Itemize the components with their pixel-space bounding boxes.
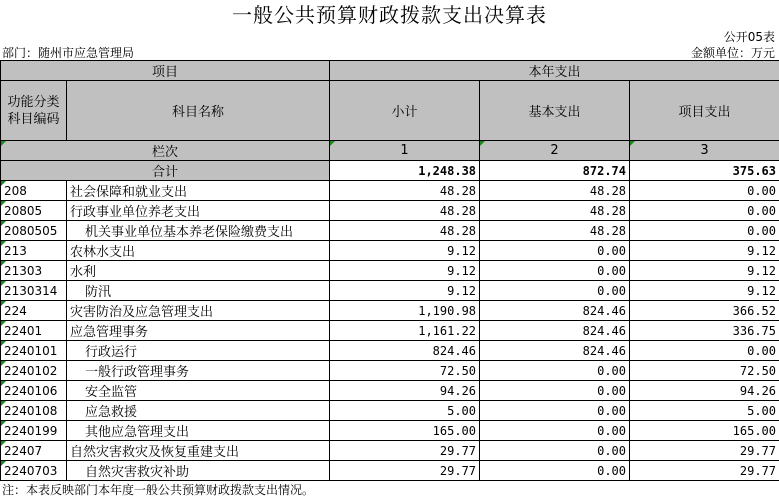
header-project: 项目支出	[630, 81, 779, 141]
row-subtotal: 1,190.98	[330, 301, 480, 321]
table-row	[1, 261, 779, 281]
row-name: 机关事业单位基本养老保险缴费支出	[67, 221, 330, 241]
row-code: 2240199	[1, 421, 67, 441]
row-basic: 0.00	[480, 441, 630, 461]
row-basic: 0.00	[480, 421, 630, 441]
expenditure-table	[0, 60, 779, 481]
row-basic: 824.46	[480, 341, 630, 361]
row-subtotal: 29.77	[330, 441, 480, 461]
footnote: 注：本表反映部门本年度一般公共预算财政拨款支出情况。	[2, 483, 315, 497]
row-code: 2240101	[1, 341, 67, 361]
row-project: 9.12	[630, 281, 779, 301]
column-number-1: 1	[330, 141, 480, 161]
row-name: 一般行政管理事务	[67, 361, 330, 381]
row-name: 农林水支出	[67, 241, 330, 261]
row-basic: 48.28	[480, 181, 630, 201]
row-subtotal: 1,161.22	[330, 321, 480, 341]
header-func-code: 功能分类科目编码	[1, 81, 67, 141]
table-row	[1, 401, 779, 421]
row-basic: 0.00	[480, 261, 630, 281]
row-project: 0.00	[630, 341, 779, 361]
row-basic: 0.00	[480, 281, 630, 301]
row-code: 22401	[1, 321, 67, 341]
row-project: 72.50	[630, 361, 779, 381]
row-basic: 0.00	[480, 401, 630, 421]
table-row	[1, 361, 779, 381]
table-row	[1, 281, 779, 301]
row-basic: 48.28	[480, 221, 630, 241]
header-item: 项目	[1, 61, 330, 81]
header-subject-name: 科目名称	[67, 81, 330, 141]
table-row	[1, 381, 779, 401]
table-row	[1, 421, 779, 441]
row-name: 社会保障和就业支出	[67, 181, 330, 201]
column-number-2: 2	[480, 141, 630, 161]
row-name: 自然灾害救灾及恢复重建支出	[67, 441, 330, 461]
row-project: 94.26	[630, 381, 779, 401]
table-row	[1, 201, 779, 221]
row-project: 29.77	[630, 461, 779, 481]
total-subtotal: 1,248.38	[330, 161, 480, 181]
row-subtotal: 48.28	[330, 221, 480, 241]
row-basic: 48.28	[480, 201, 630, 221]
table-row	[1, 461, 779, 481]
table-row	[1, 441, 779, 461]
row-code: 2080505	[1, 221, 67, 241]
row-basic: 824.46	[480, 301, 630, 321]
total-project: 375.63	[630, 161, 779, 181]
row-code: 20805	[1, 201, 67, 221]
row-project: 165.00	[630, 421, 779, 441]
row-subtotal: 72.50	[330, 361, 480, 381]
row-subtotal: 48.28	[330, 181, 480, 201]
table-row	[1, 221, 779, 241]
row-code: 213	[1, 241, 67, 261]
row-project: 0.00	[630, 181, 779, 201]
column-number-3: 3	[630, 141, 779, 161]
row-code: 22407	[1, 441, 67, 461]
row-name: 应急救援	[67, 401, 330, 421]
row-code: 2240703	[1, 461, 67, 481]
row-name: 灾害防治及应急管理支出	[67, 301, 330, 321]
row-basic: 824.46	[480, 321, 630, 341]
row-subtotal: 824.46	[330, 341, 480, 361]
row-project: 9.12	[630, 241, 779, 261]
header-subtotal: 小计	[330, 81, 480, 141]
row-code: 2240108	[1, 401, 67, 421]
row-name: 其他应急管理支出	[67, 421, 330, 441]
row-subtotal: 29.77	[330, 461, 480, 481]
row-name: 行政运行	[67, 341, 330, 361]
table-row	[1, 341, 779, 361]
row-project: 29.77	[630, 441, 779, 461]
table-row	[1, 321, 779, 341]
row-name: 安全监管	[67, 381, 330, 401]
report-title: 一般公共预算财政拨款支出决算表	[232, 3, 547, 27]
row-subtotal: 9.12	[330, 261, 480, 281]
row-project: 5.00	[630, 401, 779, 421]
row-basic: 0.00	[480, 381, 630, 401]
row-project: 0.00	[630, 201, 779, 221]
row-basic: 0.00	[480, 361, 630, 381]
row-name: 水利	[67, 261, 330, 281]
row-subtotal: 5.00	[330, 401, 480, 421]
row-basic: 0.00	[480, 461, 630, 481]
row-code: 2130314	[1, 281, 67, 301]
row-name: 防汛	[67, 281, 330, 301]
row-project: 9.12	[630, 261, 779, 281]
table-row	[1, 181, 779, 201]
row-subtotal: 165.00	[330, 421, 480, 441]
header-current-year: 本年支出	[330, 61, 779, 81]
row-code: 2240102	[1, 361, 67, 381]
row-subtotal: 48.28	[330, 201, 480, 221]
row-code: 224	[1, 301, 67, 321]
row-name: 自然灾害救灾补助	[67, 461, 330, 481]
row-project: 0.00	[630, 221, 779, 241]
row-subtotal: 94.26	[330, 381, 480, 401]
row-name: 行政事业单位养老支出	[67, 201, 330, 221]
row-code: 208	[1, 181, 67, 201]
table-row	[1, 301, 779, 321]
row-basic: 0.00	[480, 241, 630, 261]
total-basic: 872.74	[480, 161, 630, 181]
department-label: 部门：随州市应急管理局	[2, 46, 135, 60]
table-row	[1, 241, 779, 261]
unit-label: 金额单位：万元	[690, 46, 775, 60]
row-project: 366.52	[630, 301, 779, 321]
row-name: 应急管理事务	[67, 321, 330, 341]
row-code: 21303	[1, 261, 67, 281]
row-project: 336.75	[630, 321, 779, 341]
column-label: 栏次	[1, 141, 330, 161]
row-code: 2240106	[1, 381, 67, 401]
header-basic: 基本支出	[480, 81, 630, 141]
form-code: 公开05表	[723, 30, 775, 44]
row-subtotal: 9.12	[330, 241, 480, 261]
row-subtotal: 9.12	[330, 281, 480, 301]
total-label: 合计	[1, 161, 330, 181]
